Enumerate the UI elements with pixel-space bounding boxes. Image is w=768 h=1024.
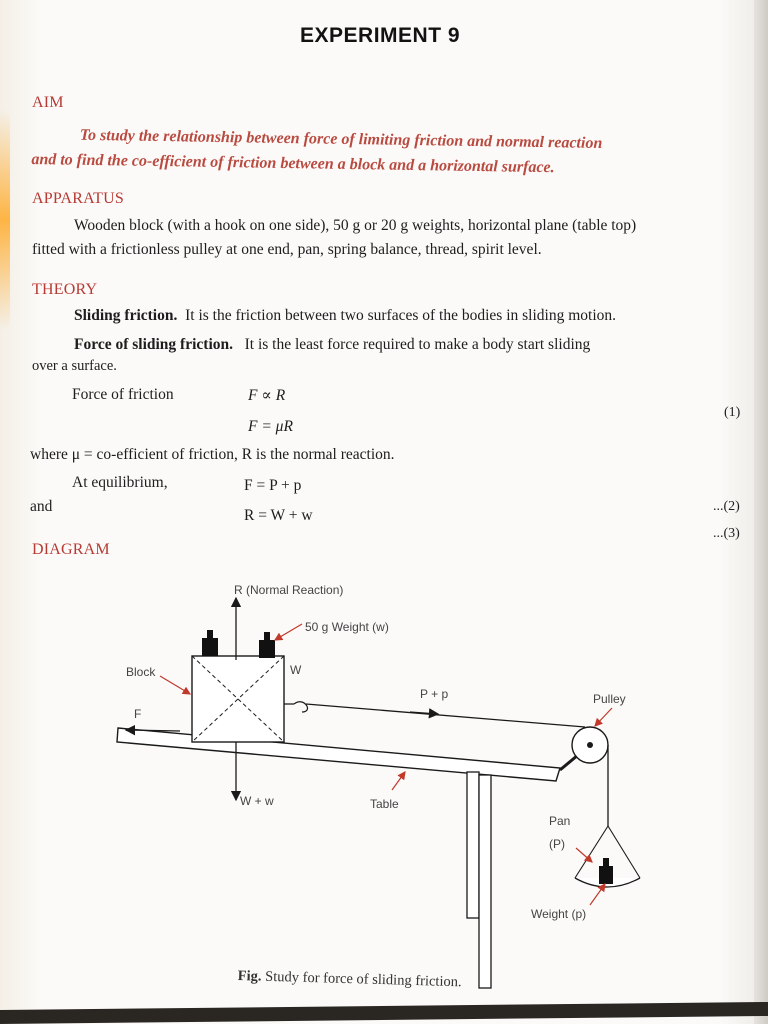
label-pan: Pan xyxy=(549,814,571,828)
label-pan-P: (P) xyxy=(549,837,565,851)
block-hook xyxy=(284,702,307,712)
weight-p-pointer xyxy=(590,884,605,905)
aim-line-2: and to find the co-efficient of friction between a block and a horizontal surface. xyxy=(31,150,555,177)
sliding-friction-term: Sliding friction. xyxy=(74,307,178,324)
force-sliding-line-2: over a surface. xyxy=(32,358,117,374)
sliding-friction-text: It is the friction between two surfaces of the bodies in sliding motion. xyxy=(185,307,617,324)
table-leg-back xyxy=(467,772,479,918)
force-sliding-text: It is the least force required to make a body start sliding xyxy=(244,336,591,353)
label-W-plus-w: W + w xyxy=(240,794,274,808)
apparatus-line-2: fitted with a frictionless pulley at one end, pan, spring balance, thread, spirit level. xyxy=(32,241,542,258)
label-weight-p: Weight (p) xyxy=(531,907,587,921)
label-P-plus-p: P + p xyxy=(420,687,449,701)
label-F: F xyxy=(134,707,142,721)
equation-2: F = P + p xyxy=(244,477,302,494)
where-text: where μ = co-efficient of friction, R is the normal reaction. xyxy=(30,446,395,463)
caption-fig: Fig. xyxy=(237,968,262,985)
and-label: and xyxy=(30,498,53,515)
label-table: Table xyxy=(370,797,399,811)
pan-weight xyxy=(599,866,613,884)
pulley-axle xyxy=(587,742,593,748)
equation-3: R = W + w xyxy=(244,507,313,524)
label-normal-reaction: R (Normal Reaction) xyxy=(234,583,344,597)
weight-pointer xyxy=(275,624,302,640)
block-weight-left-knob xyxy=(207,630,213,639)
equation-proportional: F ∝ R xyxy=(248,387,286,404)
block-weight-right xyxy=(259,640,275,658)
block-pointer xyxy=(160,676,190,694)
table-top xyxy=(117,728,560,781)
friction-label: Force of friction xyxy=(72,386,174,403)
page-title: EXPERIMENT 9 xyxy=(300,24,461,47)
theory-heading: THEORY xyxy=(32,281,98,298)
label-50g-weight: 50 g Weight (w) xyxy=(305,620,389,634)
pan-weight-knob xyxy=(603,858,609,867)
label-block: Block xyxy=(126,665,156,679)
caption-text: Study for force of sliding friction. xyxy=(264,968,462,991)
diagram-heading: DIAGRAM xyxy=(32,541,110,558)
block-weight-right-knob xyxy=(264,632,270,641)
equation-mu: F = μR xyxy=(248,418,293,435)
equation-3-number: ...(3) xyxy=(713,526,740,541)
block-weight-left xyxy=(202,638,218,656)
table-pointer xyxy=(392,772,405,790)
label-W: W xyxy=(290,663,302,677)
equation-1-number: (1) xyxy=(724,405,741,420)
aim-line-1: To study the relationship between force of limiting friction and normal reaction xyxy=(79,126,603,152)
equation-2-number: ...(2) xyxy=(713,499,740,514)
pulley-pointer xyxy=(595,708,612,726)
label-pulley: Pulley xyxy=(593,692,626,706)
aim-heading: AIM xyxy=(32,94,64,111)
force-sliding-term: Force of sliding friction. xyxy=(74,336,233,353)
table-leg-front xyxy=(479,775,491,988)
equilibrium-label: At equilibrium, xyxy=(72,474,168,491)
thread-horizontal xyxy=(306,704,585,727)
apparatus-heading: APPARATUS xyxy=(32,190,124,207)
apparatus-line-1: Wooden block (with a hook on one side), 50 g or 20 g weights, horizontal plane (table top) xyxy=(74,217,637,234)
